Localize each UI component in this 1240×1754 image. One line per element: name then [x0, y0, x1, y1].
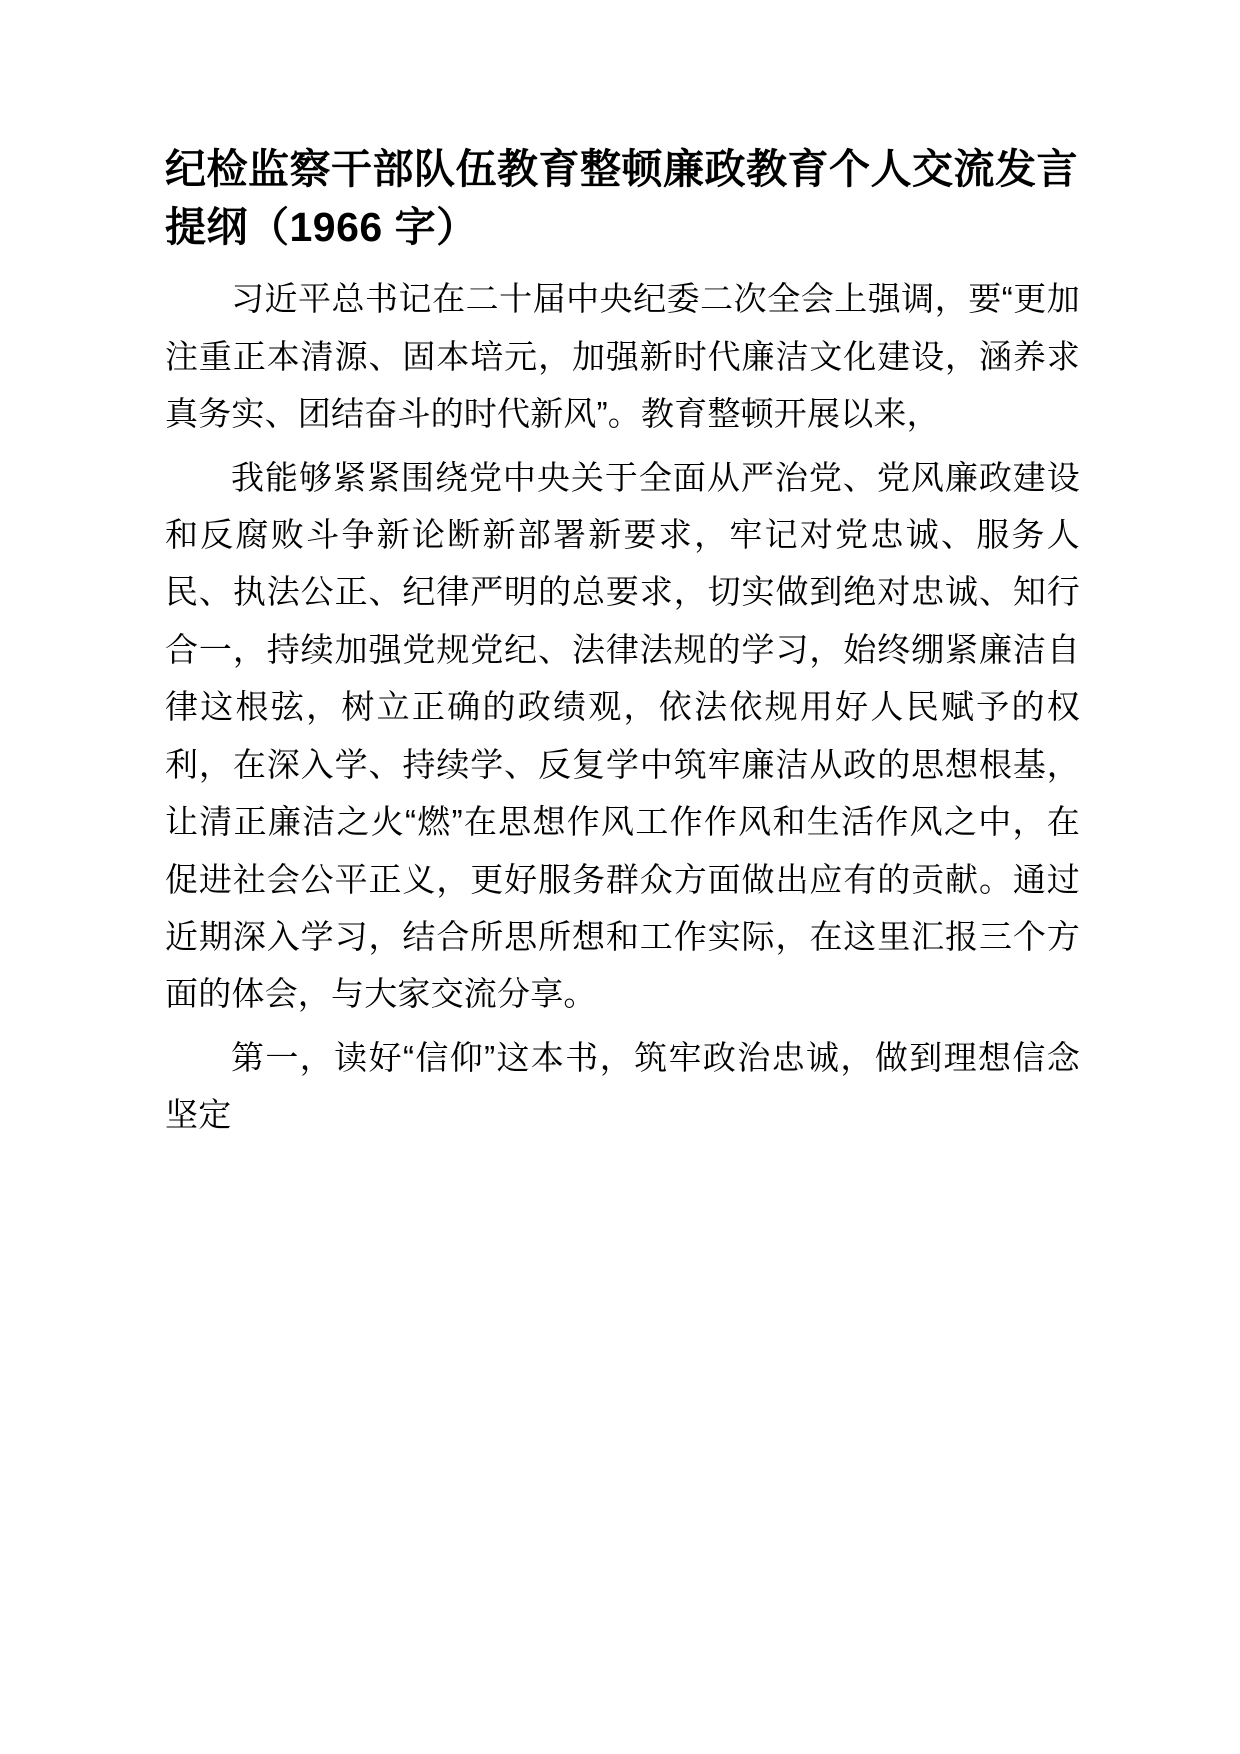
paragraph-2: 我能够紧紧围绕党中央关于全面从严治党、党风廉政建设和反腐败斗争新论断新部署新要求，牢记对党忠诚、服务人民、执法公正、纪律严明的总要求，切实做到绝对忠诚、知行合一，持续加强党规党纪、法律法规的学习，始终绷紧廉洁自律这根弦，树立正确的政绩观，依法依规用好人民赋予的权利，在深入学、持续学、反复学中筑牢廉洁从政的思想根基，让清正廉洁之火“燃”在思想作风工作作风和生活作风之中，在促进社会公平正义，更好服务群众方面做出应有的贡献。通过近期深入学习，结合所思所想和工作实际，在这里汇报三个方面的体会，与大家交流分享。 [165, 458, 1080, 1013]
paragraph-1: 习近平总书记在二十届中央纪委二次全会上强调，要“更加注重正本清源、固本培元，加强新时代廉洁文化建设，涵养求真务实、团结奋斗的时代新风”。教育整顿开展以来， [165, 280, 1080, 433]
paragraph-3: 第一，读好“信仰”这本书，筑牢政治忠诚，做到理想信念坚定 [165, 1038, 1080, 1134]
page-title: 纪检监察干部队伍教育整顿廉政教育个人交流发言提纲（1966 字） [165, 146, 1078, 251]
